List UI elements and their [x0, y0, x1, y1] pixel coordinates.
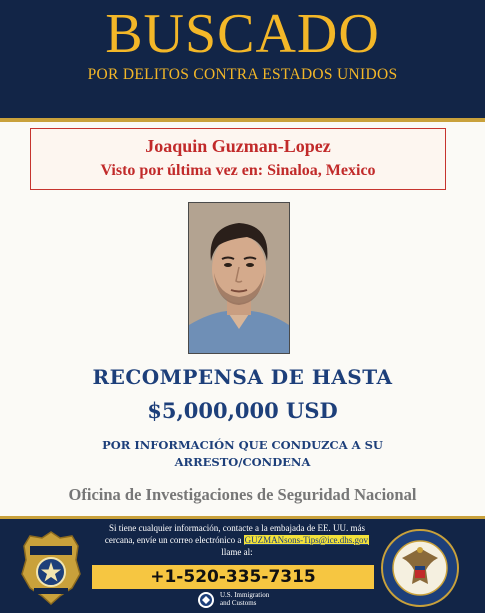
reward-condition [80, 437, 405, 471]
tip-phone-number[interactable]: +1-520-335-7315 [92, 565, 374, 589]
state-department-seal-icon [380, 528, 460, 608]
poster-title: BUSCADO [105, 3, 380, 65]
contact-line2-prefix: cercana, envíe un correo electrónico a [104, 535, 242, 545]
ice-seal-icon [196, 591, 216, 609]
reward-condition-line2: ARRESTO/CONDENA [174, 455, 311, 469]
ice-agency-label [220, 591, 310, 607]
reward-amount: $5,000,000 USD [147, 398, 338, 423]
subject-photo [188, 202, 290, 354]
subject-info-box [30, 128, 446, 190]
contact-line2 [92, 534, 382, 546]
contact-line3: llame al: [221, 547, 253, 557]
tip-email-link[interactable]: GUZMANsons-Tips@ice.dhs.gov [244, 535, 369, 545]
subject-name: Joaquin Guzman-Lopez [145, 136, 331, 156]
poster-subtitle: POR DELITOS CONTRA ESTADOS UNIDOS [87, 66, 398, 83]
reward-heading: RECOMPENSA DE HASTA [92, 365, 393, 389]
ice-line2: and Customs [220, 599, 257, 607]
ice-line1: U.S. Immigration [220, 591, 270, 599]
contact-line1: Si tiene cualquier información, contacte a la embajada de EE. UU. más [109, 523, 365, 533]
last-seen-location: Visto por última vez en: Sinaloa, Mexico [100, 162, 376, 179]
header-banner [0, 0, 485, 122]
hsi-badge-icon [20, 530, 82, 606]
contact-instructions [92, 522, 382, 558]
reward-condition-line1: POR INFORMACIÓN QUE CONDUZCA A SU [102, 438, 383, 452]
agency-name: Oficina de Investigaciones de Seguridad Nacional [68, 485, 417, 504]
